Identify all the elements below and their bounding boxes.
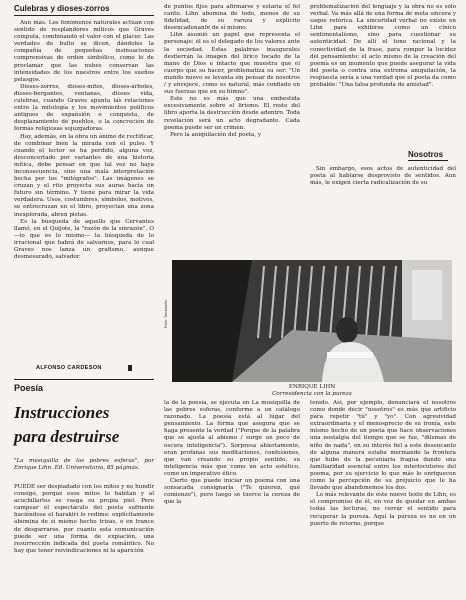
caption-name: ENRIQUE LIHN <box>288 384 336 390</box>
article-column-3 <box>310 4 456 148</box>
article-column-2 <box>164 4 300 252</box>
article-column-2-lower <box>164 400 300 598</box>
article-title-line-1: Instrucciones <box>14 403 110 422</box>
heading-rule <box>14 15 154 16</box>
section-rule <box>14 379 154 380</box>
article-column-3-mid <box>310 166 456 256</box>
paragraph: Lo más relevante de este nuevo texto de Lihn, es el compromiso de él, en vez de quedar en ambas todas las lecturas, no cerrar el sentido para recuperar la pureza. Aquí la pureza es no en un puerto de retorno, porque <box>310 492 456 527</box>
paragraph: Este no es más que una embestida excesivamente sobre el lirismo. El resto del libro aporta la destrucción desde adentro. Toda revelación será un acto degradante. Cada poema puede ser un crimen. <box>164 96 300 131</box>
article-column-1 <box>14 20 154 362</box>
paragraph: tenido. Así, por ejemplo, denunciará el nosotros como donde decir "nosotros" es más que artificio para repetir "tú" y "yo". Con agresividad extraordinaria y el menosprecio de su ironía, este mismo hecho de un poeta que hace observaciones una nostalgia del tiempo que se fue, "dilemas de niño de nada", en su interés fiel a este desencanto de alguna manera estaba mermando la frontera que hubo de la pecuniaria fragua dando una familiaridad esencial entre los interlocutores del poema, por su ejercicio lo que más lo enriquecen como la percepción de su prejuicio que le ha llevado que abandonemos los dos. <box>310 400 456 492</box>
paragraph: la de la poesía, se ejecuta en La musiquilla de las pobres esferas, conforme a un catálogo razonado. La poesía está al lugar del pensamiento. La forma que asegura que se haga presente la verdad ("Porque de la palabra que se ajusta al abismo / surge un poco de oscura inteligencia"). Sorpresa abiertamente, eran profanas sus meditaciones, confesiones, que van creando su propio sentido, su inteligencia más que como un acto estético, como un imperativo ético. <box>164 400 300 477</box>
section-heading-poesia: Poesía <box>14 383 44 393</box>
paragraph: Sin embargo, esos actos de autenticidad del poeta al hablarse desprovisto de sentidos. Aun más, le exigen cierta radicalización de su <box>310 166 456 187</box>
photo-caption <box>232 384 392 398</box>
paragraph: Hay, además, en la obra un ánimo de rectificar, de combinar bien la mirada con el pulso. Y cuando el lector se ha perdido, alguna vez, desconcertado por variantes de una historia mítica, debe pensar en que tal vez no haya inconsecuencia, sino una mala interpretación hecha por los "mitógrafos". Las imágenes se cruzan y el rito proyecta sus auras hacia un futuro sin término. Y tiene para mirar la vida verdadera. Usos, costumbres, símbolos, motivos, se entrecruzan en el libro, proyectan una zona inexplorada, abren pistas. <box>14 133 154 218</box>
caption-subtitle: Corresidencia con la pureza <box>272 391 352 397</box>
paragraph: Cierto que puede iniciar un poema con una sonsacada consignaría ("Te quieren, qué comienzo"), pero luego se tuerce la cereza de que la <box>164 478 300 506</box>
subheading-nosotros: Nosotros <box>408 150 444 159</box>
section-heading-culebras: Culebras y dioses-zorros <box>14 4 110 13</box>
paragraph: Aun más. Los fenómenos naturales actúan con sentido de resplandores míticos que Graves computa, combinando el valor con el placer. Las verdades de bulto se dicen, dándoles la compañía de pequeñas insinuaciones comprensivas de orden simbólico, como lo de proclamar que las nubes conservan las intensidades de los nuestros entre los sueños pelasgos. <box>14 20 154 83</box>
paragraph: PUEDE ser despiadado con los mitos y no hundir consigo, porque esos mitos lo habitan y al acuchillarlos se rasga su propia piel. Pero campear el espectáculo del poeta sufriente haciéndose el harakiri lo redime: explícitamente abomina de sí mismo hecho trizas, o en trance de desgarrarse, por cuanto esta comunicación puede ser una forma de expiación, una resurrección indicada del poeta romántico. No hay que tener reivindicaciones ni la aparición <box>14 484 154 554</box>
article-column-3-lower <box>310 400 456 598</box>
paragraph: de puntos fijos para afirmarse y estaría el fel canto. Lihn abomina de todo, menos de su fidelidad, de su rareza y explícito desencadenante de sí mismo. <box>164 4 300 32</box>
photo-credit: Foto: Tomasello <box>163 300 168 329</box>
author-signature: ALFONSO CARDESON <box>36 365 102 371</box>
paragraph: Lihn asumió un papel que representa el personaje: él es el delegado de los valores ante la sociedad. Estas palabras inaugurales destierran la imagen del lírico tocado de la mano de Dios e intacto que muestra que el cuerpo que su hacer, problematiza su ser: "Un mundo nuevo se levanta sin pensar de nosotros / y envejece, como es natural, más confiado en sus fuerzas que en su himno". <box>164 32 300 96</box>
book-reference-text: "La musiquilla de las pobres esferas", por Enrique Lihn. Ed. Universitaria, 85 páginas. <box>14 458 154 472</box>
poet-photo <box>172 260 452 382</box>
paragraph: Dioses-zorros, dioses-mitos, dioses-árboles, dioses-bergantes, ventanas, dioses vida, culebras, cuando Graves apunta las relaciones entre la mitología y los movimientos políticos antiguos de expansión o conquista, de desplazamiento de pueblos, o la concreción de formas religiosas sojuzgadoras. <box>14 83 154 133</box>
article-column-1-lower <box>14 484 154 598</box>
photo-illustration <box>172 260 452 382</box>
paragraph: Es la búsqueda de aquello que Cervantes llamó, en el Quijote, la "razón de la sinrazón". O —lo que es lo mismo— la búsqueda de lo irracional que habrá de salvarnos, para lo cual Graves nos lanza un grafismo, aunque desmesurado, salvador. <box>14 218 154 261</box>
paragraph: problematización del lenguaje y la obra no es sólo verbal. Va más allá de una forma de meta sincera y saque retórica. La sinceridad verbal no existe en Lihn para exhibirse como un cínico sentimentalismo, sino para cuestionar su autenticidad. De allí el tono racional y la conectividad de la frase, para romper la lucidez del pensamiento: el acto mismo de la creación del poema es un momento que puede asegurar la vida del poeta o contra una extrema aniquilación, la respuesta sería a una verdad que el poeta da como probable: "Una falsa profunda de amistad". <box>310 4 456 89</box>
paragraph: Pero la aniquilación del poeta, y <box>170 131 262 138</box>
article-title-line-2: para destruirse <box>14 427 120 446</box>
subheading-rule <box>408 160 448 161</box>
book-reference <box>14 458 154 472</box>
end-mark <box>128 365 132 371</box>
